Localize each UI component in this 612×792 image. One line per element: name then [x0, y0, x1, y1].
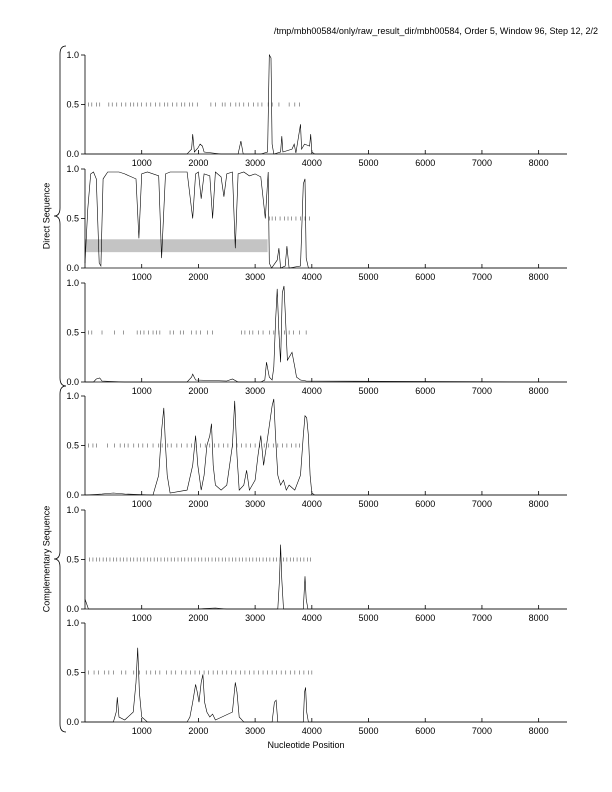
panel-1-x-tick-label: 4000	[301, 272, 322, 282]
panel-3-x-tick-label: 4000	[301, 499, 322, 509]
panel-2-x-tick-label: 8000	[528, 386, 549, 396]
brace-complementary	[54, 386, 66, 732]
panel-1-x-tick-label: 5000	[358, 272, 379, 282]
panel-4-x-tick-label: 8000	[528, 613, 549, 623]
panel-1-x-tick-label: 8000	[528, 272, 549, 282]
panel-2-x-tick-label: 7000	[471, 386, 492, 396]
panel-4-x-tick-label: 6000	[415, 613, 436, 623]
panel-5-x-tick-label: 1000	[131, 726, 152, 736]
panel-2-x-tick-label: 5000	[358, 386, 379, 396]
panel-0-y-tick-label: 0.0	[66, 149, 79, 159]
panel-5-y-tick-label: 1.0	[66, 618, 79, 628]
panel-1-y-tick-label: 1.0	[66, 164, 79, 174]
panel-0-x-tick-label: 4000	[301, 158, 322, 168]
panel-4-x-tick-label: 1000	[131, 613, 152, 623]
panel-2-x-tick-label: 3000	[245, 386, 266, 396]
panel-0-x-tick-label: 6000	[415, 158, 436, 168]
panel-4-x-tick-label: 4000	[301, 613, 322, 623]
panel-1-y-tick-label: 0.5	[66, 213, 79, 224]
panel-3-x-tick-label: 2000	[188, 499, 209, 509]
panel-4-x-tick-label: 7000	[471, 613, 492, 623]
panel-5-y-tick-label: 0.5	[66, 667, 79, 678]
panel-5-x-tick-label: 8000	[528, 726, 549, 736]
panel-1-y-tick-label: 0.0	[66, 263, 79, 273]
panel-5-series-line	[85, 648, 567, 722]
panel-1-x-tick-label: 6000	[415, 272, 436, 282]
panel-4-x-tick-label: 3000	[245, 613, 266, 623]
brace-direct	[54, 46, 66, 386]
panel-3-x-tick-label: 6000	[415, 499, 436, 509]
panel-2-x-tick-label: 6000	[415, 386, 436, 396]
panel-2-y-tick-label: 0.0	[66, 377, 79, 387]
panel-3-y-tick-label: 0.0	[66, 490, 79, 500]
panel-4-y-tick-label: 0.5	[66, 554, 79, 565]
panel-0-y-tick-label: 1.0	[66, 50, 79, 60]
panel-4-x-tick-label: 5000	[358, 613, 379, 623]
panel-3-x-tick-label: 8000	[528, 499, 549, 509]
panel-2-y-tick-label: 1.0	[66, 278, 79, 288]
panel-4-y-tick-label: 0.0	[66, 604, 79, 614]
panel-3-x-tick-label: 7000	[471, 499, 492, 509]
figure-header: /tmp/mbh00584/only/raw_result_dir/mbh00584, Order 5, Window 96, Step 12, 2/2	[273, 26, 598, 36]
panel-5-x-tick-label: 4000	[301, 726, 322, 736]
panel-5-x-tick-label: 3000	[245, 726, 266, 736]
panel-0-x-tick-label: 8000	[528, 158, 549, 168]
panel-2-x-tick-label: 2000	[188, 386, 209, 396]
panel-0-x-tick-label: 7000	[471, 158, 492, 168]
panel-4-series-line	[85, 545, 567, 609]
panel-0-y-tick-label: 0.5	[66, 99, 79, 110]
x-axis-label: Nucleotide Position	[267, 740, 345, 750]
panel-1-x-tick-label: 3000	[245, 272, 266, 282]
panel-2-x-tick-label: 4000	[301, 386, 322, 396]
panel-1-shaded-band	[85, 239, 268, 252]
panel-3-x-tick-label: 3000	[245, 499, 266, 509]
panel-3-y-tick-label: 1.0	[66, 391, 79, 401]
panel-5-x-tick-label: 5000	[358, 726, 379, 736]
panel-2-series-line	[85, 286, 567, 382]
panel-1-x-tick-label: 2000	[188, 272, 209, 282]
panel-5-x-tick-label: 2000	[188, 726, 209, 736]
panel-1-series-line	[85, 172, 567, 268]
panel-0-series-line	[85, 55, 567, 154]
panel-4-x-tick-label: 2000	[188, 613, 209, 623]
panel-3-x-tick-label: 5000	[358, 499, 379, 509]
panel-0-x-tick-label: 3000	[245, 158, 266, 168]
group-label-direct: Direct Sequence	[40, 182, 51, 250]
group-label-complementary: Complementary Sequence	[40, 505, 51, 613]
panel-1-x-tick-label: 1000	[131, 272, 152, 282]
panel-3-series-line	[85, 399, 567, 495]
panel-0-x-tick-label: 1000	[131, 158, 152, 168]
panel-5-x-tick-label: 7000	[471, 726, 492, 736]
panel-3-x-tick-label: 1000	[131, 499, 152, 509]
panel-3-y-tick-label: 0.5	[66, 440, 79, 451]
panel-2-x-tick-label: 1000	[131, 386, 152, 396]
panel-5-y-tick-label: 0.0	[66, 717, 79, 727]
panel-1-x-tick-label: 7000	[471, 272, 492, 282]
panel-5-x-tick-label: 6000	[415, 726, 436, 736]
panel-0-x-tick-label: 5000	[358, 158, 379, 168]
panel-2-y-tick-label: 0.5	[66, 327, 79, 338]
panel-4-y-tick-label: 1.0	[66, 505, 79, 515]
panel-0-x-tick-label: 2000	[188, 158, 209, 168]
